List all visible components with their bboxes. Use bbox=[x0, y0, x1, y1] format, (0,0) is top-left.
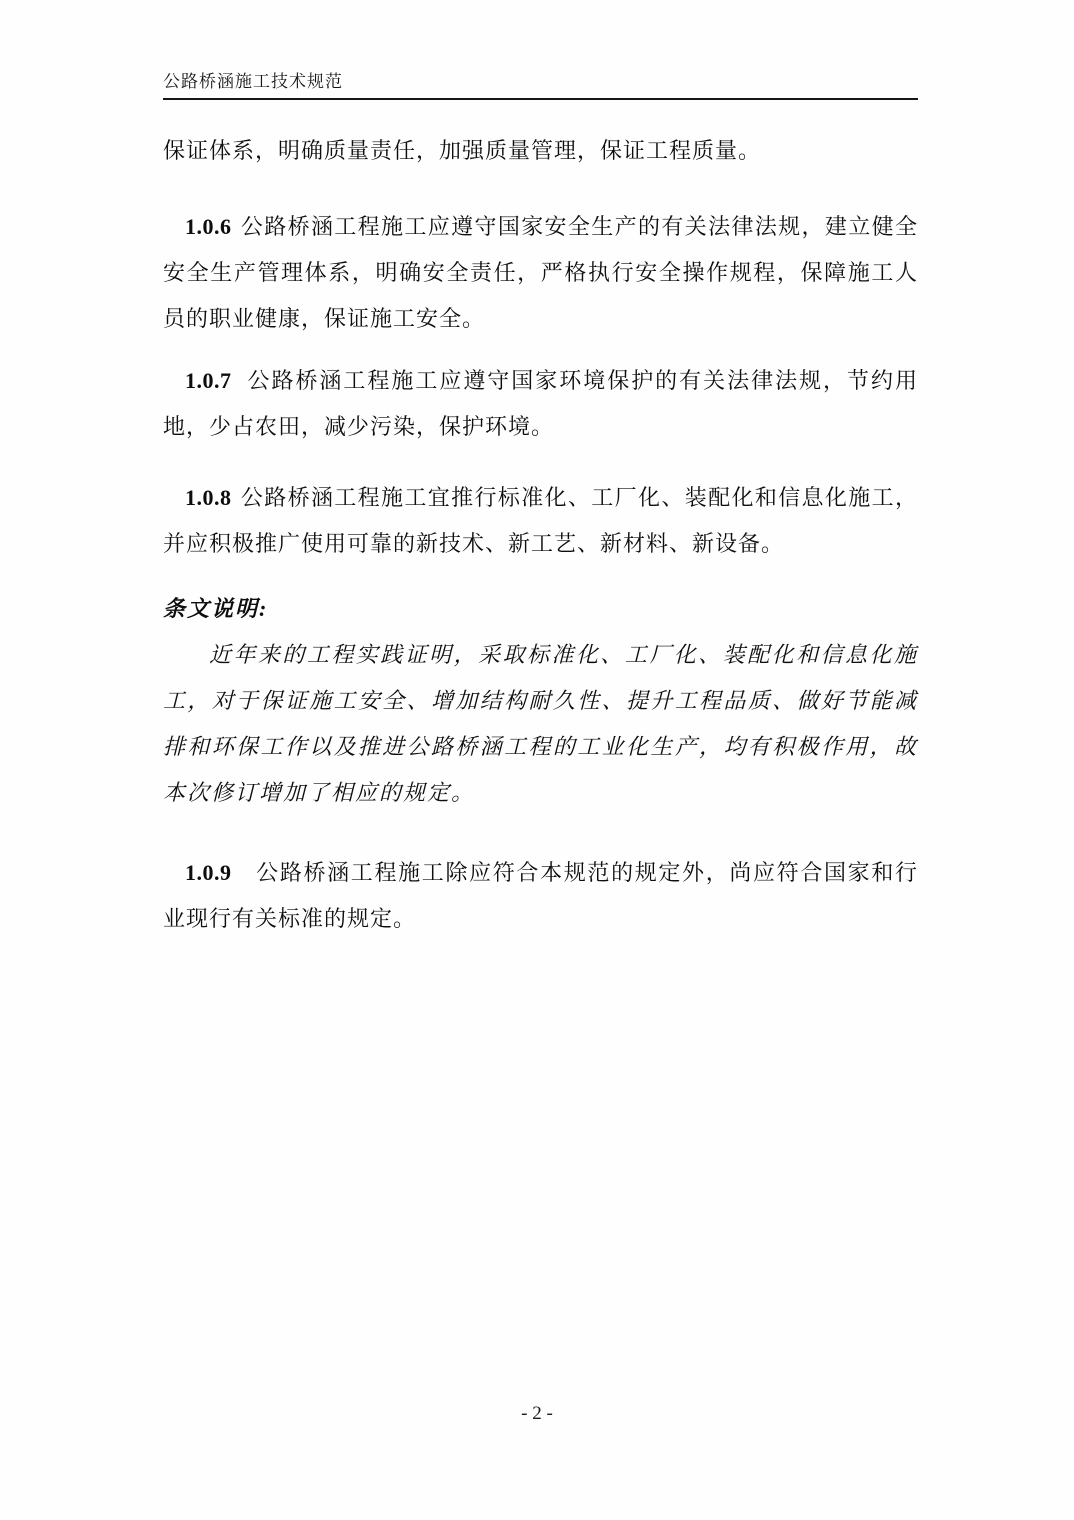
running-head-title: 公路桥涵施工技术规范 bbox=[163, 72, 343, 91]
clause-number: 1.0.8 bbox=[185, 485, 232, 510]
clause-text: 公路桥涵工程施工应遵守国家环境保护的有关法律法规，节约用地，少占农田，减少污染，保护环境。 bbox=[163, 368, 918, 439]
paragraph-continuation: 保证体系，明确质量责任，加强质量管理，保证工程质量。 bbox=[163, 138, 762, 163]
page-body bbox=[163, 128, 918, 942]
page-footer bbox=[0, 1402, 1074, 1426]
clause-1-0-6 bbox=[163, 204, 918, 342]
commentary-heading: 条文说明: bbox=[163, 596, 269, 621]
clause-text: 公路桥涵工程施工应遵守国家安全生产的有关法律法规，建立健全安全生产管理体系，明确安全责任，严格执行安全操作规程，保障施工人员的职业健康，保证施工安全。 bbox=[163, 214, 918, 331]
page-header bbox=[163, 70, 918, 100]
clause-number: 1.0.7 bbox=[185, 368, 232, 393]
clause-text: 公路桥涵工程施工除应符合本规范的规定外，尚应符合国家和行业现行有关标准的规定。 bbox=[163, 860, 918, 931]
page-number: - 2 - bbox=[521, 1403, 553, 1424]
clause-number: 1.0.6 bbox=[185, 214, 232, 239]
clause-1-0-8 bbox=[163, 475, 918, 567]
clause-number: 1.0.9 bbox=[185, 860, 232, 885]
commentary-body: 近年来的工程实践证明，采取标准化、工厂化、装配化和信息化施工，对于保证施工安全、增加结构耐久性、提升工程品质、做好节能减排和环保工作以及推进公路桥涵工程的工业化生产，均有积极作用，故本次修订增加了相应的规定。 bbox=[163, 642, 918, 805]
clause-1-0-7 bbox=[163, 358, 918, 450]
clause-1-0-9 bbox=[163, 850, 918, 942]
clause-text: 公路桥涵工程施工宜推行标准化、工厂化、装配化和信息化施工，并应积极推广使用可靠的新技术、新工艺、新材料、新设备。 bbox=[163, 485, 918, 556]
